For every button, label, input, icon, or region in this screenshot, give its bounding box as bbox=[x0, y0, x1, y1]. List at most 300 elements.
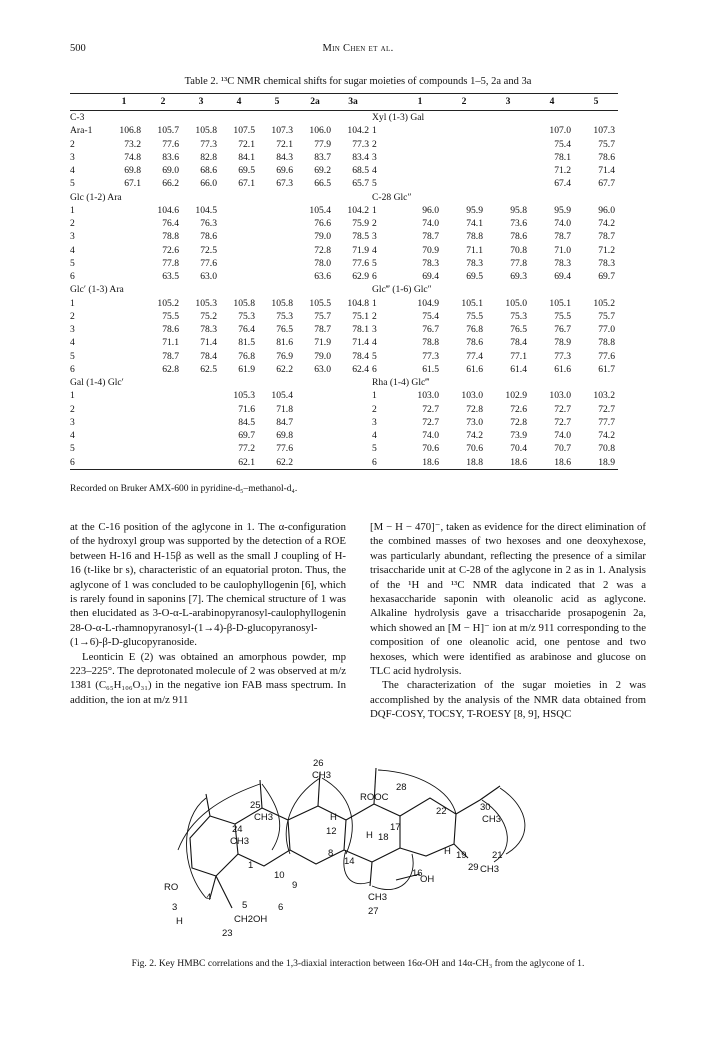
label-h12: H bbox=[330, 812, 337, 823]
row-label: Ara-1 bbox=[70, 125, 93, 137]
table-cell: 67.1 bbox=[238, 178, 255, 190]
table-cell: 84.3 bbox=[276, 151, 293, 163]
table-cell bbox=[104, 363, 144, 376]
row-label: 1 bbox=[70, 297, 75, 309]
table-cell: 71.9 bbox=[314, 337, 331, 349]
table-cell: 74.0 bbox=[422, 430, 439, 441]
table-cell: 105.0 bbox=[505, 297, 527, 309]
table-cell: 69.5 bbox=[238, 165, 255, 176]
table-cell bbox=[296, 416, 334, 429]
table-cell: 71.0 bbox=[554, 244, 571, 256]
label-n12: 12 bbox=[326, 826, 337, 837]
column-header: 2a bbox=[296, 94, 334, 111]
table-cell bbox=[296, 403, 334, 416]
table-cell: 103.0 bbox=[461, 390, 483, 402]
row-label: 3 bbox=[372, 231, 377, 243]
table-cell: 18.9 bbox=[574, 456, 618, 470]
aglycone-structure-figure bbox=[150, 758, 570, 938]
row-label: 4 bbox=[372, 244, 377, 256]
table-cell: 67.3 bbox=[276, 178, 293, 190]
column-header: 5 bbox=[258, 94, 296, 111]
table-cell bbox=[104, 429, 144, 442]
table-cell: 78.7 bbox=[422, 231, 439, 243]
table-cell: 78.8 bbox=[598, 337, 615, 349]
table-cell: 77.2 bbox=[238, 443, 255, 455]
row-label: 1 bbox=[372, 297, 377, 309]
table-cell: 75.4 bbox=[422, 310, 439, 322]
table-cell: 104.9 bbox=[417, 297, 439, 309]
label-ch3-25: CH3 bbox=[254, 812, 274, 823]
row-label: 2 bbox=[372, 138, 377, 150]
table-cell bbox=[296, 456, 334, 470]
table-row bbox=[70, 217, 656, 230]
table-cell bbox=[486, 177, 530, 190]
table-cell bbox=[486, 164, 530, 177]
label-n27: 27 bbox=[368, 906, 379, 917]
table-cell: 61.6 bbox=[554, 363, 571, 375]
table-cell: 78.6 bbox=[510, 231, 527, 243]
table-cell: 70.8 bbox=[510, 244, 527, 256]
row-label: 6 bbox=[70, 456, 104, 470]
label-n25: 25 bbox=[250, 800, 261, 811]
table-cell: 78.6 bbox=[162, 324, 179, 335]
table-cell: 74.2 bbox=[598, 430, 615, 441]
column-header: 4 bbox=[220, 94, 258, 111]
table-cell: 78.7 bbox=[554, 231, 571, 243]
table-cell: 72.7 bbox=[554, 416, 571, 428]
table-cell: 18.6 bbox=[530, 456, 574, 470]
table-cell: 63.5 bbox=[162, 271, 179, 282]
table-cell bbox=[334, 389, 372, 402]
table-cell: 78.3 bbox=[200, 324, 217, 335]
table-cell bbox=[144, 403, 182, 416]
table-cell bbox=[258, 244, 296, 257]
table-cell: 72.7 bbox=[422, 416, 439, 428]
row-label: 4 bbox=[70, 165, 75, 176]
row-label: 3 bbox=[372, 416, 377, 428]
table-cell: 103.0 bbox=[549, 390, 571, 402]
body-paragraph: at the C-16 position of the aglycone in 1. The α-configuration of the hydroxyl group was supported by the detection of a ROE between H-16 and H-15β as well as the small J coupling of H-16 (t-like br s), characteristic of an equatorial proton. Thus, the aglycone of 1 was concluded to be caulophyllogenin [6], which is rarely found in saponins [7]. The chemical structure of 1 was then elucidated as 3-O-α-L-arabinopyranosyl-caulophyllogenin 28-O-α-L-rhamnopyranosyl-(1→4)-β-D-glucopyranosyl-(1→6)-β-D-glucopyranoside. bbox=[70, 521, 346, 649]
table-row bbox=[70, 310, 656, 323]
table-cell bbox=[144, 456, 182, 470]
table-cell: 107.5 bbox=[233, 125, 255, 137]
table-cell: 75.5 bbox=[162, 310, 179, 322]
table-cell bbox=[220, 217, 258, 230]
table-cell: 71.2 bbox=[598, 244, 615, 256]
table-cell: 105.7 bbox=[157, 125, 179, 137]
table-row bbox=[70, 416, 656, 429]
table-cell: 65.7 bbox=[352, 178, 369, 190]
row-label: 3 bbox=[70, 151, 75, 163]
table-row bbox=[70, 164, 656, 177]
table-cell: 18.6 bbox=[486, 456, 530, 470]
row-label: 3 bbox=[70, 416, 75, 428]
table-cell bbox=[296, 442, 334, 455]
table-cell bbox=[398, 124, 442, 137]
label-n3: 3 bbox=[172, 902, 178, 913]
row-label: Glc (1-2) Ara bbox=[70, 191, 122, 203]
label-h19: H bbox=[444, 846, 451, 857]
table-row bbox=[70, 297, 656, 310]
table-cell: 105.1 bbox=[549, 297, 571, 309]
table-cell: 82.8 bbox=[200, 151, 217, 163]
table-cell: 78.3 bbox=[554, 257, 571, 269]
table-cell: 77.6 bbox=[200, 257, 217, 269]
row-label: Rha (1-4) Glc‴ bbox=[372, 377, 430, 388]
table-cell: 68.6 bbox=[200, 165, 217, 176]
hmbc-arrows bbox=[178, 770, 525, 898]
table-cell: 104.6 bbox=[157, 204, 179, 216]
row-label: Glc‴ (1-6) Glc″ bbox=[372, 284, 432, 296]
label-n14: 14 bbox=[344, 856, 355, 867]
row-label: 4 bbox=[70, 337, 75, 349]
table-row bbox=[70, 363, 656, 376]
row-label: 5 bbox=[372, 350, 377, 362]
table-row bbox=[70, 257, 656, 270]
table-cell: 95.8 bbox=[510, 204, 527, 216]
table-cell: 69.8 bbox=[276, 430, 293, 441]
row-label: 2 bbox=[372, 310, 377, 322]
row-label: 3 bbox=[372, 151, 377, 163]
table-cell bbox=[258, 257, 296, 270]
table-cell: 77.3 bbox=[200, 138, 217, 150]
table-cell bbox=[182, 429, 220, 442]
table-cell: 83.4 bbox=[352, 151, 369, 163]
table-cell: 71.6 bbox=[238, 403, 255, 415]
column-header bbox=[372, 94, 398, 111]
row-label: Gal (1-4) Glc′ bbox=[70, 377, 124, 388]
table-cell: 77.6 bbox=[162, 138, 179, 150]
table-cell: 77.3 bbox=[352, 138, 369, 150]
label-n10: 10 bbox=[274, 870, 285, 881]
table-cell: 105.2 bbox=[157, 297, 179, 309]
table-cell: 77.8 bbox=[162, 257, 179, 269]
table-cell: 78.6 bbox=[598, 151, 615, 163]
table-cell: 73.9 bbox=[510, 430, 527, 441]
body-paragraph: Leonticin E (2) was obtained an amorphous powder, mp 223–225°. The deprotonated molecule of 2 was observed at m/z 1381 (C₆₅H₁₀₆O₃₁) in the negative ion FAB mass spectrum. In addition, the ion at m/z 911 bbox=[70, 650, 346, 706]
row-label: 2 bbox=[70, 403, 75, 415]
table-row bbox=[70, 456, 656, 470]
structure-labels bbox=[164, 758, 503, 938]
table-cell: 105.4 bbox=[309, 204, 331, 216]
table-cell: 83.6 bbox=[162, 151, 179, 163]
table-cell: 106.0 bbox=[309, 125, 331, 137]
table-cell: 104.2 bbox=[347, 204, 369, 216]
table-cell: 72.8 bbox=[466, 403, 483, 415]
column-header: 1 bbox=[398, 94, 442, 111]
table-cell bbox=[442, 151, 486, 164]
table-cell: 69.7 bbox=[598, 271, 615, 282]
label-ch2oh: CH2OH bbox=[234, 914, 268, 925]
table-row bbox=[70, 244, 656, 257]
table-cell bbox=[144, 442, 182, 455]
table-cell bbox=[486, 151, 530, 164]
table-cell: 76.7 bbox=[422, 324, 439, 335]
table-cell: 78.5 bbox=[352, 231, 369, 243]
label-rooc: ROOC bbox=[360, 792, 389, 803]
table-cell: 68.5 bbox=[352, 165, 369, 176]
table-cell: 105.3 bbox=[195, 297, 217, 309]
table-cell: 75.3 bbox=[238, 310, 255, 322]
row-label: 2 bbox=[70, 218, 75, 229]
table-cell: 66.5 bbox=[314, 178, 331, 190]
column-header: 3 bbox=[486, 94, 530, 111]
table-cell: 69.8 bbox=[124, 165, 141, 176]
table-cell: 96.0 bbox=[422, 204, 439, 216]
table-row bbox=[70, 403, 656, 416]
table-cell: 61.6 bbox=[466, 363, 483, 375]
table-cell: 74.2 bbox=[466, 430, 483, 441]
figure-caption: Fig. 2. Key HMBC correlations and the 1,3-diaxial interaction between 16α-OH and 14α-CH₃ from the aglycone of 1. bbox=[131, 958, 585, 969]
label-ch3-29: CH3 bbox=[480, 864, 500, 875]
row-label: 3 bbox=[70, 324, 75, 335]
label-n24: 24 bbox=[232, 824, 243, 835]
table-cell: 61.7 bbox=[598, 363, 615, 375]
table-cell: 78.3 bbox=[466, 257, 483, 269]
table-cell: 73.2 bbox=[124, 138, 141, 150]
table-cell: 74.0 bbox=[422, 218, 439, 229]
table-cell: 105.2 bbox=[593, 297, 615, 309]
table-cell bbox=[220, 270, 258, 283]
table-cell: 72.7 bbox=[422, 403, 439, 415]
table-cell: 70.6 bbox=[466, 443, 483, 455]
column-header: 2 bbox=[442, 94, 486, 111]
table-cell: 105.5 bbox=[309, 297, 331, 309]
table-cell: 76.5 bbox=[510, 324, 527, 335]
table-cell: 107.3 bbox=[593, 125, 615, 137]
table-cell: 71.8 bbox=[276, 403, 293, 415]
table-cell: 69.3 bbox=[510, 271, 527, 282]
table-cell: 103.2 bbox=[593, 390, 615, 402]
label-h18: H bbox=[366, 830, 373, 841]
table-cell bbox=[334, 442, 372, 455]
table-head bbox=[70, 94, 656, 111]
table-cell: 70.7 bbox=[554, 443, 571, 455]
table-cell: 105.8 bbox=[271, 297, 293, 309]
table-cell: 72.8 bbox=[510, 416, 527, 428]
row-label: C-28 Glc″ bbox=[372, 191, 412, 203]
table-cell bbox=[144, 416, 182, 429]
table-cell bbox=[334, 429, 372, 442]
label-n26: 26 bbox=[313, 758, 324, 769]
table-cell bbox=[104, 416, 144, 429]
table-cell: 61.4 bbox=[510, 363, 527, 375]
table-cell bbox=[182, 442, 220, 455]
table-cell bbox=[258, 217, 296, 230]
table-cell: 69.7 bbox=[238, 430, 255, 441]
row-label: C-3 bbox=[70, 112, 85, 123]
row-label: 6 bbox=[372, 363, 377, 375]
table-cell: 63.0 bbox=[200, 271, 217, 282]
table-cell: 62.8 bbox=[162, 363, 179, 375]
label-n9: 9 bbox=[292, 880, 298, 891]
table-cell: 77.6 bbox=[598, 350, 615, 362]
table-row bbox=[70, 270, 656, 283]
table-cell: 74.1 bbox=[466, 218, 483, 229]
table-cell bbox=[334, 416, 372, 429]
table-cell: 79.0 bbox=[314, 231, 331, 243]
table-cell: 96.0 bbox=[598, 204, 615, 216]
body-column-right bbox=[370, 520, 646, 722]
table-cell: 69.4 bbox=[422, 271, 439, 282]
table-cell: 105.4 bbox=[271, 390, 293, 402]
table-cell: 77.1 bbox=[510, 350, 527, 362]
row-label: 5 bbox=[372, 257, 377, 269]
table-cell: 76.3 bbox=[200, 218, 217, 229]
table-cell: 63.0 bbox=[314, 363, 331, 375]
table-cell: 95.9 bbox=[466, 204, 483, 216]
table-cell bbox=[182, 403, 220, 416]
table-cell: 76.8 bbox=[466, 324, 483, 335]
table-cell: 78.8 bbox=[162, 231, 179, 243]
table-cell: 103.0 bbox=[417, 390, 439, 402]
label-n30: 30 bbox=[480, 802, 491, 813]
column-header: 3a bbox=[334, 94, 372, 111]
table-footnote: Recorded on Bruker AMX-600 in pyridine-d₅–methanol-d₄. bbox=[70, 484, 298, 494]
label-ch3-30: CH3 bbox=[482, 814, 502, 825]
label-n8: 8 bbox=[328, 848, 334, 859]
table-cell bbox=[182, 456, 220, 470]
table-cell: 78.8 bbox=[466, 231, 483, 243]
table-cell bbox=[486, 138, 530, 151]
row-label: 5 bbox=[372, 178, 377, 190]
table-cell: 78.3 bbox=[598, 257, 615, 269]
table-cell: 75.1 bbox=[352, 310, 369, 322]
table-cell: 72.1 bbox=[276, 138, 293, 150]
table-cell: 78.6 bbox=[466, 337, 483, 349]
row-label: 3 bbox=[70, 231, 75, 243]
table-cell bbox=[104, 230, 144, 243]
table-cell: 70.4 bbox=[510, 443, 527, 455]
table-cell: 76.8 bbox=[238, 350, 255, 362]
row-label: 6 bbox=[372, 271, 377, 282]
table-cell: 78.7 bbox=[598, 231, 615, 243]
table-cell: 75.7 bbox=[598, 310, 615, 322]
table-cell: 78.7 bbox=[314, 324, 331, 335]
table-cell: 70.9 bbox=[422, 244, 439, 256]
table-cell: 79.0 bbox=[314, 350, 331, 362]
table-cell bbox=[258, 270, 296, 283]
table-cell: 77.6 bbox=[276, 443, 293, 455]
table-cell: 62.9 bbox=[352, 271, 369, 282]
table-cell: 106.8 bbox=[119, 125, 141, 137]
label-n22: 22 bbox=[436, 806, 447, 817]
table-cell: 78.4 bbox=[510, 337, 527, 349]
table-cell: 78.9 bbox=[554, 337, 571, 349]
table-cell: 78.4 bbox=[352, 350, 369, 362]
table-cell: 72.6 bbox=[510, 403, 527, 415]
table-cell bbox=[182, 389, 220, 402]
row-label: 1 bbox=[70, 390, 75, 402]
table-cell: 67.7 bbox=[598, 178, 615, 190]
table-cell bbox=[258, 204, 296, 217]
row-label: Xyl (1-3) Gal bbox=[372, 112, 425, 123]
label-n19: 19 bbox=[456, 850, 467, 861]
table-cell: 74.2 bbox=[598, 218, 615, 229]
table-cell: 69.5 bbox=[466, 271, 483, 282]
table-cell: 76.4 bbox=[238, 324, 255, 335]
table-cell: 72.7 bbox=[554, 403, 571, 415]
label-ch3-26: CH3 bbox=[312, 770, 332, 781]
table-cell: 78.0 bbox=[314, 257, 331, 269]
table-cell bbox=[104, 310, 144, 323]
label-n23: 23 bbox=[222, 928, 233, 938]
table-cell bbox=[182, 416, 220, 429]
table-cell: 75.2 bbox=[200, 310, 217, 322]
table-cell: 75.7 bbox=[598, 138, 615, 150]
table-row bbox=[70, 177, 656, 190]
table-cell bbox=[104, 323, 144, 336]
table-cell: 61.5 bbox=[422, 363, 439, 375]
table-row bbox=[70, 283, 656, 296]
table-cell bbox=[144, 429, 182, 442]
label-ro: RO bbox=[164, 882, 179, 893]
table-cell: 72.8 bbox=[314, 244, 331, 256]
table-cell: 75.4 bbox=[554, 138, 571, 150]
table-cell bbox=[296, 389, 334, 402]
row-label: 6 bbox=[70, 271, 75, 282]
row-label: 2 bbox=[372, 403, 377, 415]
column-header bbox=[70, 94, 104, 111]
table-cell bbox=[104, 389, 144, 402]
table-cell: 66.0 bbox=[200, 178, 217, 190]
table-cell: 75.3 bbox=[510, 310, 527, 322]
label-n5: 5 bbox=[242, 900, 248, 911]
table-cell: 75.3 bbox=[276, 310, 293, 322]
table-row bbox=[70, 323, 656, 336]
row-label: 5 bbox=[372, 443, 377, 455]
table-cell: 78.3 bbox=[422, 257, 439, 269]
running-title: Min Chen et al. bbox=[322, 43, 394, 54]
table-cell bbox=[442, 138, 486, 151]
table-cell bbox=[104, 336, 144, 349]
table-cell bbox=[144, 389, 182, 402]
table-cell: 71.1 bbox=[466, 244, 483, 256]
body-paragraph: The characterization of the sugar moieties in 2 was accomplished by the analysis of the NMR data obtained from DQF-COSY, TOCSY, T-ROESY [8, 9], HSQC bbox=[370, 679, 646, 721]
table-cell: 67.1 bbox=[124, 178, 141, 190]
table-cell bbox=[104, 456, 144, 470]
table-cell: 70.6 bbox=[422, 443, 439, 455]
table-cell: 78.8 bbox=[422, 337, 439, 349]
row-label: 6 bbox=[70, 363, 75, 375]
table-cell: 107.3 bbox=[271, 125, 293, 137]
nmr-table bbox=[70, 93, 656, 470]
table-cell: 69.0 bbox=[162, 165, 179, 176]
label-n4: 4 bbox=[206, 892, 212, 903]
table-cell: 77.7 bbox=[598, 416, 615, 428]
row-label: 6 bbox=[372, 456, 398, 470]
table-cell: 18.8 bbox=[442, 456, 486, 470]
label-n1: 1 bbox=[248, 860, 254, 871]
table-cell: 72.6 bbox=[162, 244, 179, 256]
table-row bbox=[70, 350, 656, 363]
table-cell: 105.1 bbox=[461, 297, 483, 309]
table-cell: 84.7 bbox=[276, 416, 293, 428]
table-cell bbox=[398, 177, 442, 190]
label-n18: 18 bbox=[378, 832, 389, 843]
table-cell bbox=[442, 124, 486, 137]
table-cell: 104.2 bbox=[347, 125, 369, 137]
table-row bbox=[70, 376, 656, 389]
label-h3: H bbox=[176, 916, 183, 927]
table-cell: 72.7 bbox=[598, 403, 615, 415]
table-cell bbox=[334, 403, 372, 416]
row-label: 3 bbox=[372, 324, 377, 335]
table-cell: 67.4 bbox=[554, 178, 571, 190]
label-n28: 28 bbox=[396, 782, 407, 793]
table-cell: 78.6 bbox=[200, 231, 217, 243]
row-label: 4 bbox=[70, 430, 75, 441]
